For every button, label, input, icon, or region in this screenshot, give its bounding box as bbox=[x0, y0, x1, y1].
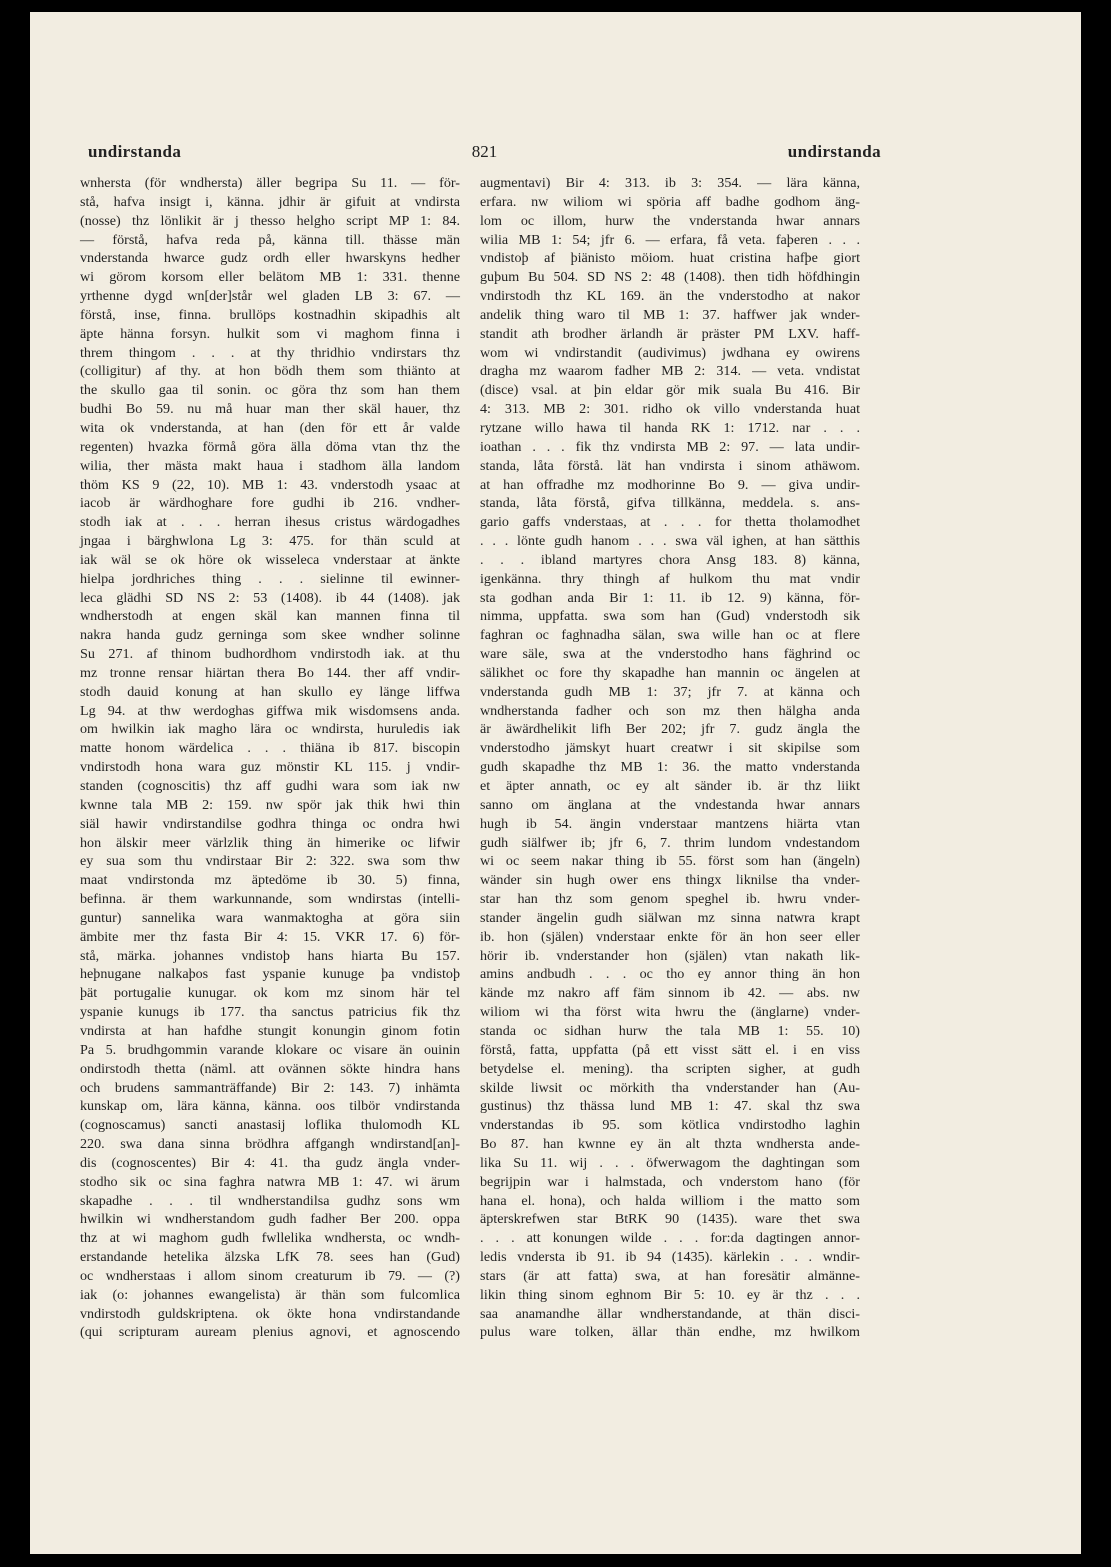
text-line: kwnne tala MB 2: 159. nw spör jak thik hwi thin bbox=[80, 796, 460, 813]
text-line: wilia MB 1: 54; jfr 6. — erfara, få veta. faþeren . . . bbox=[480, 231, 860, 248]
text-line: star han thz som genom speghel ib. hwru vnder- bbox=[480, 891, 860, 908]
text-line: wom wi vndirstandit (audivimus) jwdhana ey owirens bbox=[480, 344, 860, 361]
text-line: guntur) sannelika wara wanmaktogha at göra siin bbox=[80, 909, 460, 926]
text-line: igenkänna. thry thingh af hulkom thu mat vndir bbox=[480, 570, 860, 587]
text-line: lika Su 11. wij . . . öfwerwagom the daghtingan som bbox=[480, 1154, 860, 1171]
text-line: (qui scripturam auream plenius agnovi, et agnoscendo bbox=[80, 1324, 460, 1341]
text-line: skapadhe . . . til wndherstandilsa gudhz sons wm bbox=[80, 1192, 460, 1209]
text-line: wiliom wi tha först wita hwru the (änglarne) vnder- bbox=[480, 1004, 860, 1021]
text-line: guþum Bu 504. SD NS 2: 48 (1408). then tidh höfdhingin bbox=[480, 269, 860, 286]
text-line: mz tronne rensar hiärtan thera Bo 144. ther aff vndir- bbox=[80, 664, 460, 681]
text-line: kände mz nakro aff fäm sinnom ib 42. — abs. nw bbox=[480, 985, 860, 1002]
text-line: ib. hon (själen) vnderstaar enkte för än hon seer eller bbox=[480, 928, 860, 945]
text-line: — förstå, hafva reda på, känna till. thässe män bbox=[80, 231, 460, 248]
text-line: kunskap om, lära känna, känna. oos tilbör vndirstanda bbox=[80, 1098, 460, 1115]
text-line: äpte hänna forsyn. hulkit som vi maghom finna i bbox=[80, 325, 460, 342]
text-line: regenten) hvazka förmå göra älla döma vtan thz the bbox=[80, 438, 460, 455]
left-running-headword: undirstanda bbox=[88, 142, 182, 161]
text-line: sta godhan anda Bir 1: 11. ib 12. 9) känna, för- bbox=[480, 589, 860, 606]
text-line: iak (o: johannes ewangelista) är thän som fulcomlica bbox=[80, 1286, 460, 1303]
text-line: lom oc illom, hurw the vnderstanda hwar annars bbox=[480, 212, 860, 229]
left-text-column bbox=[80, 174, 460, 1342]
text-line: om hwilkin iak magho lära oc wndirsta, huruledis iak bbox=[80, 721, 460, 738]
text-line: (nosse) thz lönlikit är j thesso helgho script MP 1: 84. bbox=[80, 212, 460, 229]
text-line: saa anamandhe ällar wndherstandande, at thän disci- bbox=[480, 1305, 860, 1322]
text-line: nakra handa gudz gerninga som skee wndher solinne bbox=[80, 627, 460, 644]
text-line: thöm KS 9 (22, 10). MB 1: 43. vnderstodh ysaac at bbox=[80, 476, 460, 493]
text-line: maat vndirstonda mz äptedöme ib 30. 5) finna, bbox=[80, 872, 460, 889]
text-line: 4: 313. MB 2: 301. ridho ok villo vnderstanda huat bbox=[480, 401, 860, 418]
text-line: the skullo gaa til sonin. oc göra thz som han them bbox=[80, 382, 460, 399]
text-line: oc wndherstaas i allom sinom creaturum ib 79. — (?) bbox=[80, 1267, 460, 1284]
text-line: stodho sik oc sina faghra natwra MB 1: 47. wi ärum bbox=[80, 1173, 460, 1190]
text-line: ondirstodh thetta (näml. att ovännen sökte hindra hans bbox=[80, 1060, 460, 1077]
text-line: þät portugalie kunugar. ok kom mz sinom här tel bbox=[80, 985, 460, 1002]
text-line: budhi Bo 59. nu må huar man ther skäl hauer, thz bbox=[80, 401, 460, 418]
text-line: matte honom wärdelica . . . thiäna ib 817. biscopin bbox=[80, 740, 460, 757]
text-line: befinna. är them warkunnande, som wndirstas (intelli- bbox=[80, 891, 460, 908]
text-line: wnhersta (för wndhersta) äller begripa Su 11. — för- bbox=[80, 175, 460, 191]
text-line: standa, låta förstå, gifva tillkänna, meddela. s. ans- bbox=[480, 495, 860, 512]
text-line: hwilkin wi wndherstandom gudh fadher Ber 200. oppa bbox=[80, 1211, 460, 1228]
text-line: standen (cognoscitis) thz aff gudhi wara som iak nw bbox=[80, 778, 460, 794]
text-line: dragha mz waarom fadher MB 2: 314. — veta. vndistat bbox=[480, 363, 860, 380]
dictionary-page bbox=[30, 12, 1081, 1554]
text-line: och brudens sammanträffande) Bir 2: 143. 7) inhämta bbox=[80, 1079, 460, 1096]
text-line: iacob är wärdhoghare fore gudhi ib 216. vndher- bbox=[80, 495, 460, 512]
text-line: erstandande hetelika älzska LfK 78. sees han (Gud) bbox=[80, 1249, 460, 1266]
text-line: jngaa i bärghwlona Lg 3: 475. for thän sculd at bbox=[80, 533, 460, 550]
text-line: gudh siälfwer ib; jfr 6, 7. thrim lundom vndestandom bbox=[480, 834, 860, 851]
text-line: . . . att konungen wilde . . . for:da dagtingen annor- bbox=[480, 1230, 860, 1247]
text-line: stodh iak at . . . herran ihesus cristus wärdogadhes bbox=[80, 514, 460, 531]
text-line: erfara. nw wiliom wi spöria aff badhe godhom äng- bbox=[480, 193, 860, 210]
text-line: vndistoþ af þiänisto möiom. huat cristina hafþe giort bbox=[480, 250, 860, 267]
text-line: vndirstodh thz KL 169. än the vnderstodho at nakor bbox=[480, 288, 860, 305]
text-line: threm thingom . . . at thy thridhio vndirstars thz bbox=[80, 344, 460, 361]
text-line: stå, märka. johannes vndistoþ hans hiarta Bu 157. bbox=[80, 947, 460, 964]
text-line: vndirsta at han hafdhe stungit konungin ginom fotin bbox=[80, 1022, 460, 1039]
text-line: stander ängelin gudh siälwan mz sinna natwra krapt bbox=[480, 909, 860, 926]
text-line: vndirstodh hona wara guz mönstir KL 115. j vndir- bbox=[80, 759, 460, 776]
text-line: hugh ib 54. ängin vnderstaar mantzens hiärta vtan bbox=[480, 815, 860, 832]
text-line: ämbite mer thz fasta Bir 4: 15. VKR 17. 6) för- bbox=[80, 928, 460, 945]
running-header bbox=[88, 142, 881, 168]
text-line: hielpa jordhriches thing . . . sielinne til ewinner- bbox=[80, 570, 460, 587]
text-line: förstå, fatta, uppfatta (på ett visst sätt el. i en viss bbox=[480, 1041, 860, 1058]
text-line: augmentavi) Bir 4: 313. ib 3: 354. — lära känna, bbox=[480, 175, 860, 191]
text-line: likin thing sinom eghnom Bir 5: 10. ey är thz . . . bbox=[480, 1286, 860, 1303]
text-line: stå, hafva insigt i, känna. jdhir är gifuit at vndirsta bbox=[80, 193, 460, 210]
text-line: Pa 5. brudhgommin varande klokare oc visare än ouinin bbox=[80, 1041, 460, 1058]
text-line: 220. swa dana sinna brödhra affgangh wndirstand[an]- bbox=[80, 1136, 460, 1153]
text-line: wndherstodh at engen skäl kan mannen finna til bbox=[80, 608, 460, 625]
text-line: siäl hawir vndirstandilse godhra thinga oc ondra hwi bbox=[80, 815, 460, 832]
text-line: stodh dauid konung at han skullo ey länge liffwa bbox=[80, 683, 460, 700]
text-line: stars (är att fatta) swa, at han foresätir almänne- bbox=[480, 1267, 860, 1284]
text-line: förstå, inse, finna. brullöps kostnadhin skipadhis alt bbox=[80, 306, 460, 323]
text-line: heþnugane nalkaþos fast yspanie kunuge þa vndistoþ bbox=[80, 966, 460, 983]
text-line: yspanie kunugs ib 177. tha sanctus patricius fik thz bbox=[80, 1004, 460, 1021]
text-line: (disce) vsal. at þin eldar gör mik suala Bu 416. Bir bbox=[480, 382, 860, 399]
text-line: äpterskrefwen star BtRK 90 (1435). ware thet swa bbox=[480, 1211, 860, 1228]
text-line: standit ath brodher ärlandh är präster PM LXV. haff- bbox=[480, 325, 860, 342]
text-line: ey sua som thu vndirstaar Bir 2: 322. swa som thw bbox=[80, 853, 460, 870]
text-line: ioathan . . . fik thz vndirsta MB 2: 97. — lata undir- bbox=[480, 438, 860, 455]
text-line: Bo 87. han kwnne ey än alt thzta wndhersta ande- bbox=[480, 1136, 860, 1153]
text-line: gario gaffs vnderstaas, at . . . for thetta tholamodhet bbox=[480, 514, 860, 531]
text-line: gustinus) thz thässa lund MB 1: 47. skal thz swa bbox=[480, 1098, 860, 1115]
text-line: betydelse el. mening). tha scripten sigher, at gudh bbox=[480, 1060, 860, 1077]
text-line: leca glädhi SD NS 2: 53 (1408). ib 44 (1408). jak bbox=[80, 589, 460, 606]
text-line: et äpter annath, oc ey alt sänder ib. är thz liikt bbox=[480, 778, 860, 794]
text-line: sanno om änglana at the vndestanda hwar annars bbox=[480, 796, 860, 813]
text-line: andelik thing waro til MB 1: 37. haffwer jak wnder- bbox=[480, 306, 860, 323]
text-line: vndirstodh guldskriptena. ok ökte hona vndirstandande bbox=[80, 1305, 460, 1322]
right-running-headword: undirstanda bbox=[787, 142, 881, 161]
text-line: (cognoscamus) sancti anastasij loflika thulomodh KL bbox=[80, 1117, 460, 1134]
text-line: thz at wi maghom gudh fwllelika wndhersta, oc wndh- bbox=[80, 1230, 460, 1247]
text-line: begrijpin war i halmstada, och vnderstom hano (för bbox=[480, 1173, 860, 1190]
text-line: standa, låta förstå. lät han vndirsta i sinom athäwom. bbox=[480, 457, 860, 474]
text-line: ledis vndersta ib 91. ib 94 (1435). kärlekin . . . wndir- bbox=[480, 1249, 860, 1266]
text-line: vnderstanda gudh MB 1: 37; jfr 7. at känna och bbox=[480, 683, 860, 700]
text-line: wi görom korsom eller belätom MB 1: 331. thenne bbox=[80, 269, 460, 286]
text-line: wilia, ther mästa makt haua i stadhom älla landom bbox=[80, 457, 460, 474]
text-line: wita ok vnderstanda, at han (den för ett år valde bbox=[80, 419, 460, 436]
text-line: wänder sin hugh ower ens thingx liknilse tha vnder- bbox=[480, 872, 860, 889]
text-line: hörir ib. vnderstander hon (själen) vtan nakath lik- bbox=[480, 947, 860, 964]
text-line: (colligitur) af thy. at hon bödh them som thiänto at bbox=[80, 363, 460, 380]
text-line: ware säle, swa at the vnderstodho hans fäghrind oc bbox=[480, 646, 860, 663]
text-line: standa oc sidhan hurw the tala MB 1: 55. 10) bbox=[480, 1022, 860, 1039]
text-line: wi oc seem nakar thing ib 55. först som han (ängeln) bbox=[480, 853, 860, 870]
page-number: 821 bbox=[471, 142, 498, 161]
text-line: amins andbudh . . . oc tho ey annor thing än hon bbox=[480, 966, 860, 983]
text-line: at han offradhe mz modhorinne Bo 9. — giva undir- bbox=[480, 476, 860, 493]
text-line: vnderstandas ib 95. som kötlica vndirstodho laghin bbox=[480, 1117, 860, 1134]
text-line: gudh skapadhe thz MB 1: 36. the matto vnderstanda bbox=[480, 759, 860, 776]
right-text-column bbox=[480, 174, 860, 1342]
text-line: iak wäl se ok höre ok wisseleca vnderstaar at änkte bbox=[80, 551, 460, 568]
text-line: hana el. hona), och halda williom i the matto som bbox=[480, 1192, 860, 1209]
text-line: Lg 94. at thw werdoghas giffwa mik wisdomsens anda. bbox=[80, 702, 460, 719]
text-line: dis (cognoscentes) Bir 4: 41. tha gudz ängla vnder- bbox=[80, 1154, 460, 1171]
text-line: hon älskir meer värlzlik thing än himerike oc lifwir bbox=[80, 834, 460, 851]
text-line: rytzane willo hawa til handa RK 1: 1712. nar . . . bbox=[480, 419, 860, 436]
text-line: nimma, uppfatta. swa som han (Gud) vnderstodh sik bbox=[480, 608, 860, 625]
text-line: vnderstanda hwarce gudz ordh eller hwarskyns hedher bbox=[80, 250, 460, 267]
text-line: vnderstodho jämskyt huart creatwr i sit skipilse som bbox=[480, 740, 860, 757]
text-line: faghran oc faghnadha sälan, swa wille han oc at flere bbox=[480, 627, 860, 644]
text-line: sälikhet oc fore thy skapadhe han mannin oc ängelen at bbox=[480, 664, 860, 681]
text-line: . . . ibland martyres chora Ansg 183. 8) känna, bbox=[480, 551, 860, 568]
text-line: yrthenne dygd wn[der]står wel gladen LB 3: 67. — bbox=[80, 288, 460, 305]
text-line: wndherstanda fadher och son mz then hälgha anda bbox=[480, 702, 860, 719]
text-line: är äwärdhelikit lifh Ber 202; jfr 7. gudz ängla the bbox=[480, 721, 860, 738]
text-line: skilde liwsit oc mörkith tha vnderstander han (Au- bbox=[480, 1079, 860, 1096]
text-line: pulus ware tolken, ällar thän endhe, mz hwilkom bbox=[480, 1324, 860, 1341]
text-line: . . . lönte gudh hanom . . . swa väl ighen, at han sätthis bbox=[480, 533, 860, 550]
text-line: Su 271. af thinom budhordhom vndirstodh iak. at thu bbox=[80, 646, 460, 663]
